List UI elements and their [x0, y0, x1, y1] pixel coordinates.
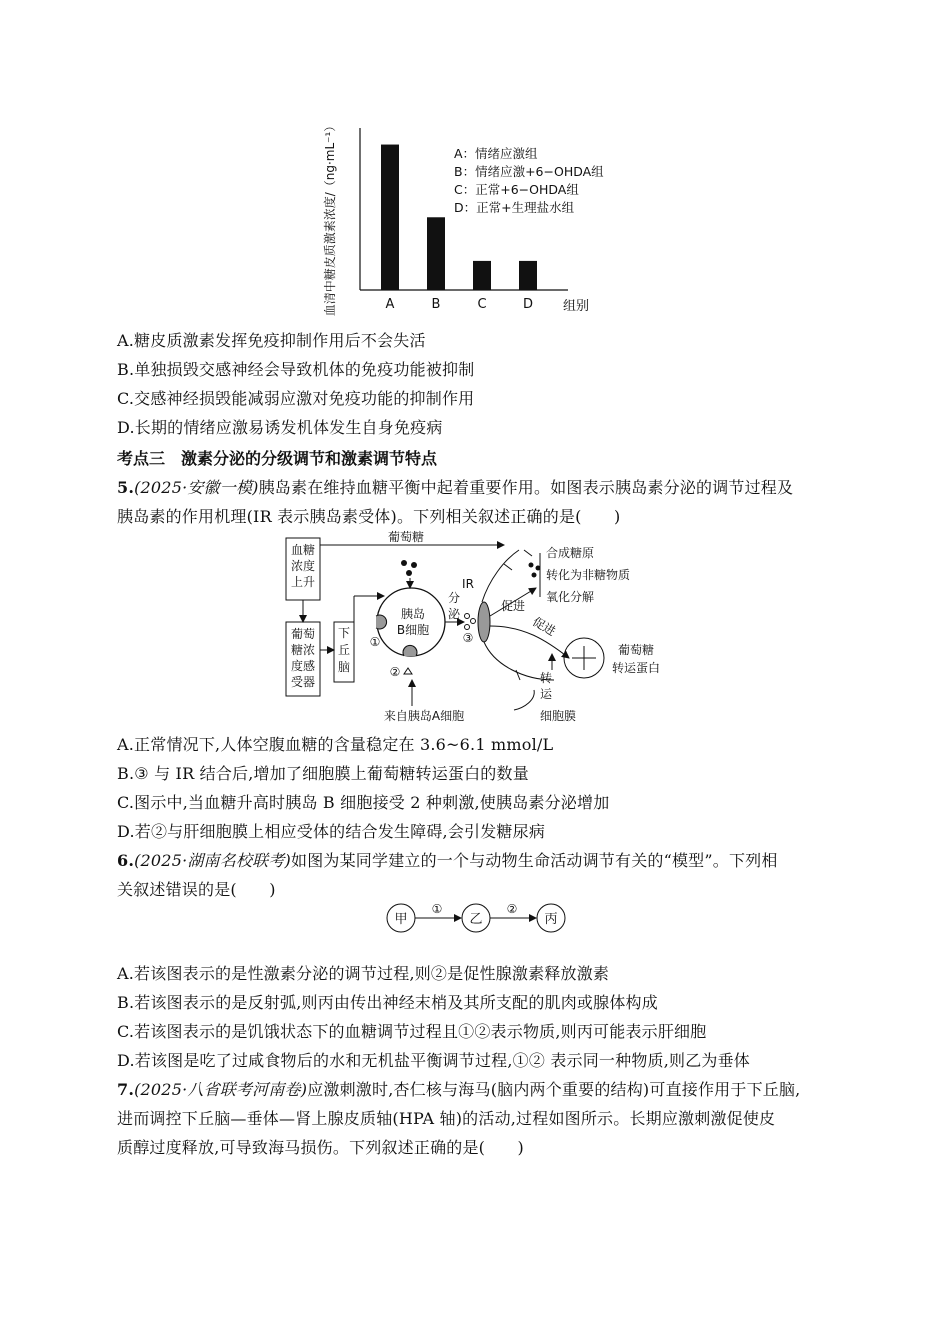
sensor-line2: 糖浓	[290, 643, 316, 657]
q7-stem-line3: 质醇过度释放,可导致海马损伤。下列叙述正确的是( )	[117, 1138, 524, 1157]
node-yi-label: 乙	[469, 912, 483, 927]
q4-option-a: A.糖皮质激素发挥免疫抑制作用后不会失活	[117, 331, 426, 350]
tick-label-A: A	[385, 297, 395, 312]
bar-B	[427, 217, 445, 290]
promote-label-1: 促进	[500, 599, 526, 613]
bar-A	[381, 145, 399, 290]
q6-number: 6.	[117, 851, 135, 870]
q5-option-b: B.③ 与 IR 结合后,增加了细胞膜上葡萄糖转运蛋白的数量	[117, 764, 529, 783]
insulin-regulation-diagram	[284, 530, 684, 726]
q7-stem-line2: 进而调控下丘脑—垂体—肾上腺皮质轴(HPA 轴)的活动,过程如图所示。长期应激刺激促使皮	[117, 1109, 776, 1128]
sensor-line3: 度感	[290, 659, 316, 673]
ir-receptor	[478, 602, 490, 642]
outcome-glycogen: 合成糖原	[546, 546, 595, 560]
q7-stem-line1	[117, 1080, 800, 1100]
outcome-nonsugar: 转化为非糖物质	[546, 568, 631, 582]
section-heading: 考点三 激素分泌的分级调节和激素调节特点	[117, 449, 438, 468]
secrete-2: 泌	[447, 607, 461, 621]
q5-option-c: C.图示中,当血糖升高时胰岛 B 细胞接受 2 种刺激,使胰岛素分泌增加	[117, 793, 610, 812]
promote-label-2: 促进	[530, 614, 558, 639]
bar-C	[473, 261, 491, 290]
q5-stem-line1	[117, 478, 793, 498]
q6-stem-text: 如图为某同学建立的一个与动物生命活动调节有关的“模型”。下列相	[291, 851, 778, 870]
arrow-label-2: ②	[506, 902, 518, 916]
q6-stem-line2: 关叙述错误的是( )	[117, 880, 276, 899]
legend-item-3: D：正常+生理盐水组	[454, 200, 575, 215]
blood-box-line1: 血糖	[290, 543, 316, 557]
hypo-line2: 丘	[337, 643, 351, 657]
transport-1: 转	[539, 671, 553, 685]
outcome-oxidation: 氧化分解	[546, 590, 595, 604]
chart-xlabel: 组别	[562, 299, 590, 314]
q5-stem-text: 胰岛素在维持血糖平衡中起着重要作用。如图表示胰岛素分泌的调节过程及	[258, 478, 794, 497]
glucose-label: 葡萄糖	[387, 530, 425, 544]
q6-option-a: A.若该图表示的是性激素分泌的调节过程,则②是促性腺激素释放激素	[117, 964, 610, 983]
transporter-line1: 葡萄糖	[617, 643, 655, 657]
q4-option-b: B.单独损毁交感神经会导致机体的免疫功能被抑制	[117, 360, 475, 379]
circle-3: ③	[462, 631, 474, 645]
model-diagram	[383, 898, 573, 938]
q5-source: (2025·安徽一模)	[134, 478, 259, 497]
tick-label-D: D	[522, 297, 534, 312]
hypo-line1: 下	[337, 626, 351, 640]
q7-stem-text: 应激刺激时,杏仁核与海马(脑内两个重要的结构)可直接作用于下丘脑,	[307, 1080, 801, 1099]
sensor-line1: 葡萄	[290, 627, 316, 641]
sensor-line4: 受器	[290, 675, 316, 689]
q4-option-c: C.交感神经损毁能减弱应激对免疫功能的抑制作用	[117, 389, 475, 408]
from-a-cell-label: 来自胰岛A细胞	[383, 709, 465, 723]
secrete-1: 分	[447, 591, 461, 605]
q4-option-d: D.长期的情绪应激易诱发机体发生自身免疫病	[117, 418, 443, 437]
node-bing-label: 丙	[544, 912, 558, 927]
blood-box-line3: 上升	[290, 575, 316, 589]
legend-item-0: A：情绪应激组	[454, 146, 538, 161]
circle-1: ①	[369, 635, 381, 649]
tick-label-B: B	[431, 297, 441, 312]
hypo-line3: 脑	[337, 660, 351, 674]
arrow-label-1: ①	[431, 902, 443, 916]
blood-box-line2: 浓度	[290, 559, 316, 573]
transport-2: 运	[539, 687, 553, 701]
q6-source: (2025·湖南名校联考)	[134, 851, 291, 870]
q7-source: (2025·八省联考河南卷)	[134, 1080, 308, 1099]
q6-option-b: B.若该图表示的是反射弧,则丙由传出神经末梢及其所支配的肌肉或腺体构成	[117, 993, 658, 1012]
q6-option-c: C.若该图表示的是饥饿状态下的血糖调节过程且①②表示物质,则丙可能表示肝细胞	[117, 1022, 707, 1041]
node-jia-label: 甲	[394, 912, 408, 927]
islet-line2: B细胞	[396, 623, 430, 637]
bar-chart	[320, 118, 740, 318]
membrane-label: 细胞膜	[540, 709, 577, 723]
q5-option-d: D.若②与肝细胞膜上相应受体的结合发生障碍,会引发糖尿病	[117, 822, 546, 841]
transporter-line2: 转运蛋白	[611, 661, 661, 675]
q7-number: 7.	[117, 1080, 135, 1099]
circle-2: ②	[389, 665, 401, 679]
legend-item-2: C：正常+6−OHDA组	[454, 182, 579, 197]
ir-label: IR	[462, 577, 474, 591]
q6-stem-line1	[117, 851, 778, 871]
q5-option-a: A.正常情况下,人体空腹血糖的含量稳定在 3.6~6.1 mmol/L	[117, 735, 554, 754]
q5-stem-line2: 胰岛素的作用机理(IR 表示胰岛素受体)。下列相关叙述正确的是( )	[117, 507, 621, 526]
tick-label-C: C	[477, 297, 487, 312]
q6-option-d: D.若该图是吃了过咸食物后的水和无机盐平衡调节过程,①② 表示同一种物质,则乙为垂体	[117, 1051, 751, 1070]
q5-number: 5.	[117, 478, 135, 497]
chart-ylabel: 血清中糖皮质激素浓度/（ng·mL⁻¹）	[323, 119, 337, 317]
islet-line1: 胰岛	[400, 607, 426, 621]
legend-item-1: B：情绪应激+6−OHDA组	[454, 164, 604, 179]
bar-D	[519, 261, 537, 290]
